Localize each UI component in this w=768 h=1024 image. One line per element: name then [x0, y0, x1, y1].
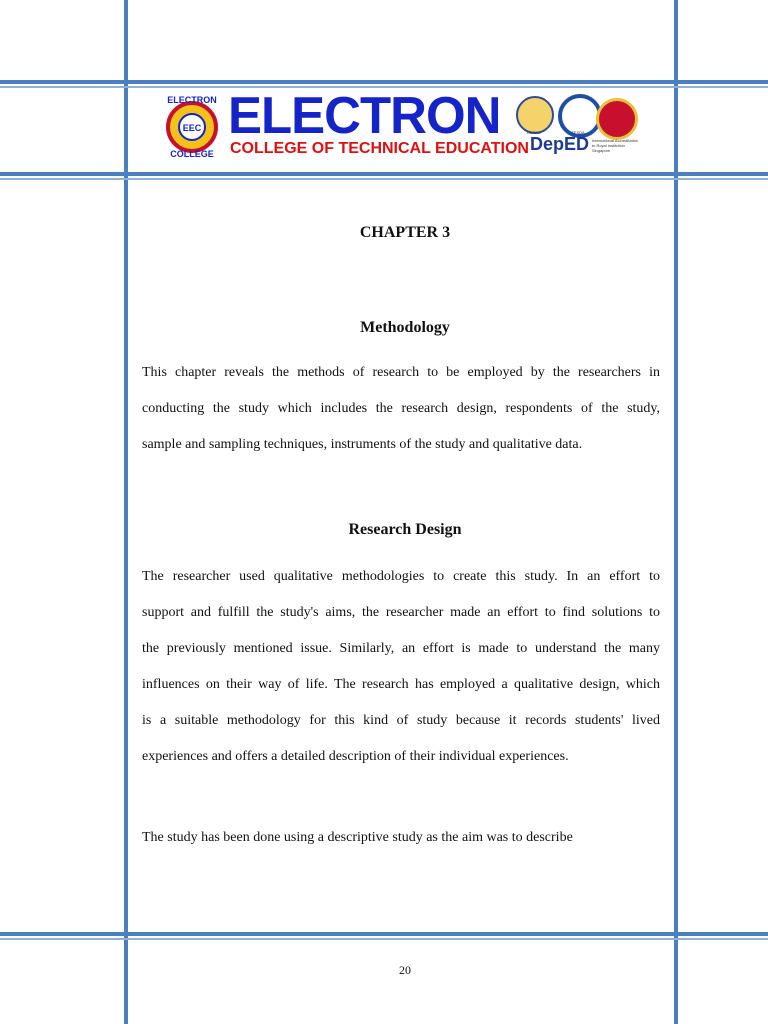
research-design-paragraph	[142, 559, 660, 775]
header-bottom-line-shadow	[0, 178, 768, 180]
seal-caption-1: DEPED	[527, 130, 541, 135]
text-line: The researcher used qualitative methodologies to create this study. In an effort to	[142, 569, 660, 584]
methodology-heading: Methodology	[360, 319, 450, 336]
text-line: experiences and offers a detailed description of their individual experiences.	[142, 749, 569, 764]
text-line: support and fulfill the study's aims, the researcher made an effort to find solutions to	[142, 605, 660, 620]
footer-top-line-shadow	[0, 938, 768, 940]
header-top-line	[0, 80, 768, 84]
college-logo-bottom-text: COLLEGE	[170, 149, 214, 159]
brand-name: ELECTRON	[228, 87, 501, 145]
research-design-heading: Research Design	[348, 521, 462, 538]
seal-caption-2: TESDA	[571, 130, 585, 135]
seal-caption-3: International Accreditation to Royal Institution Singapore	[592, 138, 639, 153]
college-logo	[160, 94, 224, 160]
deped-seal-icon	[516, 96, 554, 134]
methodology-paragraph	[142, 355, 660, 463]
text-line: This chapter reveals the methods of research to be employed by the researchers in	[142, 365, 660, 380]
left-border-line	[124, 0, 128, 1024]
text-line: the previously mentioned issue. Similarly, an effort is made to understand the many	[142, 641, 660, 656]
descriptive-paragraph	[142, 820, 660, 856]
text-line: The study has been done using a descriptive study as the aim was to describe	[142, 830, 573, 845]
footer-top-line	[0, 932, 768, 936]
college-logo-center-text: EEC	[182, 123, 202, 133]
text-line: conducting the study which includes the research design, respondents of the study,	[142, 401, 660, 416]
accreditation-seal-icon	[596, 98, 638, 140]
header-bottom-line	[0, 172, 768, 176]
text-line: is a suitable methodology for this kind of study because it records students' lived	[142, 713, 660, 728]
deped-logo: DepED	[530, 134, 590, 154]
right-border-line	[674, 0, 678, 1024]
chapter-title: CHAPTER 3	[359, 224, 451, 241]
text-line: influences on their way of life. The research has employed a qualitative design, which	[142, 677, 660, 692]
page-number: 20	[399, 963, 411, 977]
brand-subtitle: COLLEGE OF TECHNICAL EDUCATION	[230, 140, 529, 157]
college-logo-top-text: ELECTRON	[167, 95, 217, 105]
college-banner	[160, 87, 646, 162]
text-line: sample and sampling techniques, instruments of the study and qualitative data.	[142, 437, 583, 452]
